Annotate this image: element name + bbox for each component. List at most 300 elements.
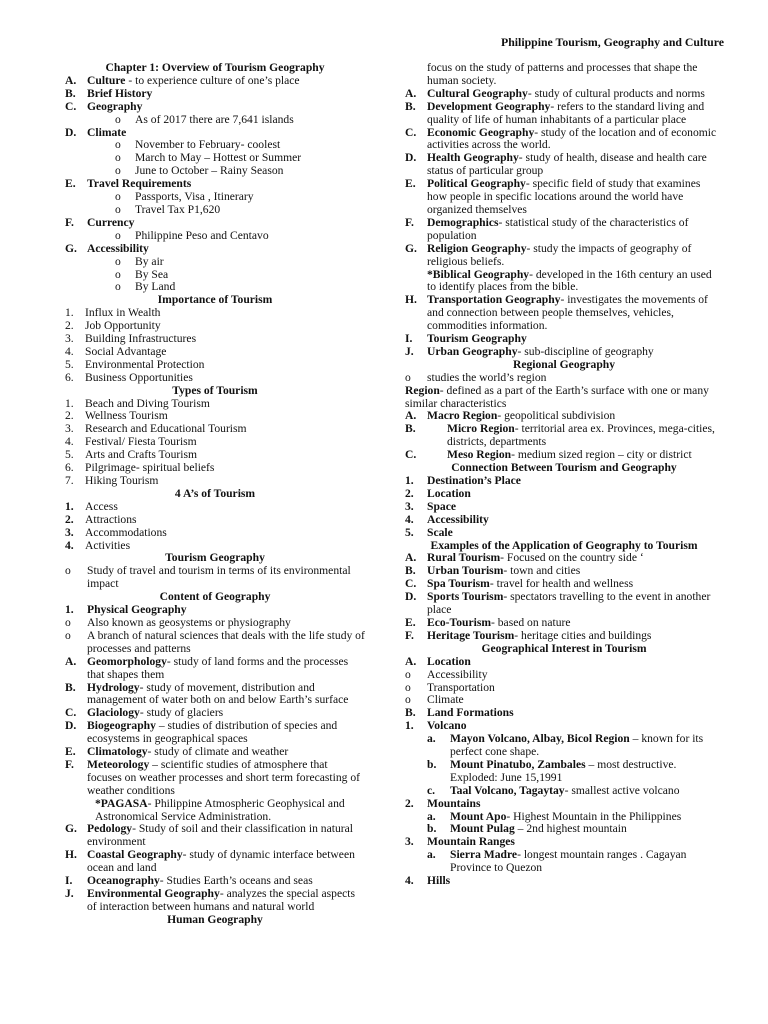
list-item xyxy=(405,294,723,333)
term: Glaciology xyxy=(87,706,140,720)
list-item xyxy=(65,823,365,849)
term: Hydrology xyxy=(87,680,140,694)
definition: - analyzes the special aspects of interaction between humans and natural world xyxy=(87,887,356,913)
right-column xyxy=(405,62,723,888)
list-item xyxy=(405,62,723,88)
list-marker: A. xyxy=(65,654,77,668)
term: Physical Geography xyxy=(87,603,187,617)
list-marker: 2. xyxy=(65,319,74,333)
term: Meteorology xyxy=(87,757,150,771)
term: Cultural Geography xyxy=(427,86,528,100)
definition: Job Opportunity xyxy=(85,319,161,333)
term: Pedology xyxy=(87,822,133,836)
list-marker: o xyxy=(65,628,71,642)
definition: - study of climate and weather xyxy=(147,745,289,759)
list-item-text xyxy=(427,591,723,617)
definition: Wellness Tourism xyxy=(85,409,168,423)
definition: - study of cultural products and norms xyxy=(527,86,705,100)
list-marker: J. xyxy=(405,344,414,358)
term: Volcano xyxy=(427,719,467,733)
section-heading: Chapter 1: Overview of Tourism Geography xyxy=(105,61,325,74)
term: Meso Region xyxy=(447,448,512,462)
list-item xyxy=(405,269,723,295)
list-item-text xyxy=(450,849,723,875)
term: Region xyxy=(405,383,440,397)
list-marker: 1. xyxy=(65,603,74,617)
list-marker: b. xyxy=(427,757,437,771)
list-item-text xyxy=(427,682,723,695)
list-marker: F. xyxy=(405,628,414,642)
list-marker: C. xyxy=(405,125,417,139)
list-marker: B. xyxy=(405,706,416,720)
definition: - study of health, disease and health care status of particular group xyxy=(427,151,707,178)
list-item-text xyxy=(135,114,365,127)
term: Sierra Madre xyxy=(450,848,518,862)
list-marker: B. xyxy=(405,99,416,113)
list-item xyxy=(405,759,723,785)
list-marker: 2. xyxy=(405,486,414,500)
definition: - territorial area ex. Provinces, mega-cities, districts, departments xyxy=(447,422,715,449)
list-item xyxy=(405,178,723,217)
list-marker: 2. xyxy=(65,512,74,526)
definition: March to May – Hottest or Summer xyxy=(135,151,302,165)
section-heading: Human Geography xyxy=(167,912,263,926)
list-marker: A. xyxy=(405,409,417,423)
list-marker: 1. xyxy=(405,474,414,487)
definition: - refers to the standard living and quality of life of human inhabitants of a particular place xyxy=(427,99,705,126)
definition: Hiking Tourism xyxy=(85,474,159,487)
list-item xyxy=(65,720,365,746)
definition: - longest mountain ranges . Cagayan Province to Quezon xyxy=(450,848,687,875)
left-column xyxy=(65,62,365,927)
list-marker: B. xyxy=(405,422,416,436)
list-item xyxy=(65,372,365,385)
term: Spa Tourism xyxy=(427,577,490,591)
list-item xyxy=(405,346,723,359)
definition: - medium sized region – city or district xyxy=(511,448,692,462)
definition: Business Opportunities xyxy=(85,370,193,384)
definition: - investigates the movements of and connection between people themselves, vehicles, commodities information. xyxy=(427,293,708,333)
list-marker: G. xyxy=(405,241,417,255)
list-item-text xyxy=(87,759,365,798)
list-marker: 4. xyxy=(405,512,414,526)
list-item xyxy=(405,385,723,411)
list-marker: o xyxy=(115,112,121,126)
list-marker: D. xyxy=(65,125,77,139)
list-marker: A. xyxy=(65,73,77,87)
list-item-text xyxy=(427,875,723,888)
definition: Pilgrimage- spiritual beliefs xyxy=(85,461,215,475)
definition: Building Infrastructures xyxy=(85,332,197,346)
definition: – studies of distribution of species and ecosystems in geographical spaces xyxy=(87,719,338,746)
list-marker: 6. xyxy=(65,370,74,384)
list-marker: 3. xyxy=(405,835,414,849)
term: Accessibility xyxy=(427,512,489,526)
list-marker: J. xyxy=(65,887,74,900)
list-marker: 3. xyxy=(65,332,74,346)
list-marker: o xyxy=(115,202,121,216)
list-marker: I. xyxy=(65,874,73,888)
term: Geography xyxy=(87,99,143,113)
section-heading: Connection Between Tourism and Geography xyxy=(451,461,677,475)
list-item xyxy=(405,630,723,643)
list-marker: E. xyxy=(405,177,416,191)
list-item-text xyxy=(85,372,365,385)
list-marker: 4. xyxy=(65,344,74,358)
term: Scale xyxy=(427,525,453,539)
list-item-text xyxy=(87,888,365,914)
term: Sports Tourism xyxy=(427,590,504,604)
list-marker: a. xyxy=(427,809,436,823)
definition: Environmental Protection xyxy=(85,357,205,371)
section-heading: Content of Geography xyxy=(159,590,271,604)
definition: Activities xyxy=(85,538,131,552)
definition: Accessibility xyxy=(427,667,488,681)
list-item xyxy=(65,849,365,875)
list-marker: 5. xyxy=(405,525,414,539)
term: Health Geography xyxy=(427,151,519,165)
list-marker: 2. xyxy=(65,409,74,423)
list-item-text xyxy=(427,630,723,643)
list-item xyxy=(405,527,723,540)
list-item-text xyxy=(427,707,723,720)
definition: – 2nd highest mountain xyxy=(514,822,627,836)
list-marker: H. xyxy=(405,293,417,307)
list-marker: C. xyxy=(405,577,417,591)
definition: November to February- coolest xyxy=(135,138,281,152)
term: Currency xyxy=(87,215,135,229)
definition: Social Advantage xyxy=(85,344,167,358)
list-item-text xyxy=(427,514,723,527)
list-item-text xyxy=(427,243,723,269)
list-item-text xyxy=(95,798,365,824)
definition: - to experience culture of one’s place xyxy=(125,73,300,87)
definition: Research and Educational Tourism xyxy=(85,422,247,436)
list-marker: D. xyxy=(405,151,417,165)
term: Taal Volcano, Tagaytay xyxy=(450,783,565,797)
definition: Beach and Diving Tourism xyxy=(85,396,210,410)
list-item-text xyxy=(87,243,365,256)
page-header-title: Philippine Tourism, Geography and Culture xyxy=(501,35,724,49)
list-item-text xyxy=(87,720,365,746)
term: Religion Geography xyxy=(427,241,527,255)
term: Environmental Geography xyxy=(87,887,220,900)
list-item xyxy=(65,630,365,656)
list-marker: o xyxy=(65,615,71,629)
definition: - geopolitical subdivision xyxy=(497,409,616,423)
section-heading: Regional Geography xyxy=(512,357,616,371)
definition: By air xyxy=(135,254,164,268)
list-item xyxy=(405,243,723,269)
list-marker: a. xyxy=(427,732,436,746)
term: Development Geography xyxy=(427,99,551,113)
list-marker: I. xyxy=(405,332,413,346)
list-item xyxy=(65,656,365,682)
list-item xyxy=(405,849,723,875)
list-item xyxy=(405,152,723,178)
list-marker: 4. xyxy=(65,435,74,449)
definition: - town and cities xyxy=(503,564,581,578)
definition: - travel for health and wellness xyxy=(489,577,634,591)
section-heading: Examples of the Application of Geography to Tourism xyxy=(430,538,698,552)
definition: Arts and Crafts Tourism xyxy=(85,448,198,462)
definition: - study of glaciers xyxy=(139,706,224,720)
list-marker: 6. xyxy=(65,461,74,475)
definition: As of 2017 there are 7,641 islands xyxy=(135,112,294,126)
list-item xyxy=(65,682,365,708)
term: Location xyxy=(427,654,471,668)
list-marker: E. xyxy=(65,177,76,191)
list-marker: 7. xyxy=(65,474,74,487)
list-item xyxy=(65,888,365,914)
list-marker: A. xyxy=(405,551,417,565)
definition: Accommodations xyxy=(85,525,167,539)
list-item xyxy=(65,565,365,591)
definition: - study of movement, distribution and management of water both on and below Earth’s surface xyxy=(87,680,349,707)
list-item-text xyxy=(135,256,365,269)
list-marker: 3. xyxy=(65,422,74,436)
term: Tourism Geography xyxy=(427,332,527,346)
list-marker: 5. xyxy=(65,357,74,371)
term: Mount Pulag xyxy=(450,822,515,836)
list-marker: o xyxy=(115,280,121,294)
definition: - defined as a part of the Earth’s surface with one or many similar characteristics xyxy=(405,383,709,410)
term: Heritage Tourism xyxy=(427,628,515,642)
list-item-text xyxy=(85,475,365,488)
list-marker: A. xyxy=(405,86,417,100)
list-item-text xyxy=(450,759,723,785)
list-marker: o xyxy=(115,164,121,178)
term: Brief History xyxy=(87,86,153,100)
definition: – most destructive. Exploded: June 15,1991 xyxy=(450,757,677,784)
list-item-text xyxy=(427,488,723,501)
list-item-text xyxy=(427,178,723,217)
term: Urban Geography xyxy=(427,344,518,358)
term: Destination’s Place xyxy=(427,474,521,487)
list-item-text xyxy=(427,269,723,295)
term: *Biblical Geography xyxy=(427,267,530,281)
list-marker: o xyxy=(405,680,411,694)
definition: - developed in the 16th century an used to identify places from the bible. xyxy=(427,267,712,294)
definition: Climate xyxy=(427,693,464,707)
term: Location xyxy=(427,486,471,500)
section-heading: Geographical Interest in Tourism xyxy=(481,641,647,655)
term: Mount Apo xyxy=(450,809,507,823)
list-marker: B. xyxy=(65,680,76,694)
definition: - statistical study of the characteristics of population xyxy=(427,215,689,242)
list-marker: 5. xyxy=(65,448,74,462)
term: Hills xyxy=(427,874,451,888)
list-item-text xyxy=(87,823,365,849)
definition: By Land xyxy=(135,280,176,294)
section-heading: Tourism Geography xyxy=(165,551,265,565)
list-item-text xyxy=(87,849,365,875)
list-marker: a. xyxy=(427,848,436,862)
list-marker: A. xyxy=(405,654,417,668)
list-item xyxy=(65,269,365,282)
section-heading: Importance of Tourism xyxy=(157,293,273,307)
list-marker: G. xyxy=(65,822,77,836)
list-item xyxy=(65,798,365,824)
definition: - smallest active volcano xyxy=(564,783,680,797)
term: Accessibility xyxy=(87,241,149,255)
term: Transportation Geography xyxy=(427,293,561,307)
term: Mount Pinatubo, Zambales xyxy=(450,757,586,771)
term: Economic Geography xyxy=(427,125,535,139)
term: Macro Region xyxy=(427,409,498,423)
definition: - Study of soil and their classification in natural environment xyxy=(87,822,353,849)
list-marker: 4. xyxy=(405,874,414,888)
list-marker: C. xyxy=(405,448,417,462)
list-marker: c. xyxy=(427,783,436,797)
list-item-text xyxy=(450,733,723,759)
term: Coastal Geography xyxy=(87,848,183,862)
list-marker: o xyxy=(65,564,71,578)
list-item-text xyxy=(405,385,723,411)
term: *PAGASA xyxy=(95,796,148,810)
term: Travel Requirements xyxy=(87,177,192,191)
definition: – known for its perfect cone shape. xyxy=(450,732,704,759)
definition: Attractions xyxy=(85,512,137,526)
list-marker: F. xyxy=(65,757,74,771)
list-item xyxy=(405,875,723,888)
term: Eco-Tourism xyxy=(427,615,491,629)
definition: - study of dynamic interface between ocean and land xyxy=(87,848,355,875)
definition: Festival/ Fiesta Tourism xyxy=(85,435,197,449)
definition: Passports, Visa , Itinerary xyxy=(135,190,254,204)
list-item-text xyxy=(87,630,365,656)
definition: - based on nature xyxy=(491,615,571,629)
definition: - study the impacts of geography of religious beliefs. xyxy=(427,241,692,268)
term: Mountain Ranges xyxy=(427,835,515,849)
list-item xyxy=(405,217,723,243)
definition: Study of travel and tourism in terms of its environmental impact xyxy=(87,564,351,591)
list-marker: 3. xyxy=(405,499,414,513)
list-marker: H. xyxy=(65,848,77,862)
definition: Travel Tax P1,620 xyxy=(135,202,221,216)
definition: - spectators travelling to the event in another place xyxy=(427,590,711,617)
list-item-text xyxy=(427,346,723,359)
list-item-text xyxy=(427,152,723,178)
list-item xyxy=(405,733,723,759)
definition: June to October – Rainy Season xyxy=(135,164,284,178)
list-item-text xyxy=(87,656,365,682)
list-marker: o xyxy=(115,228,121,242)
list-marker: F. xyxy=(65,215,74,229)
list-marker: B. xyxy=(65,86,76,100)
list-marker: D. xyxy=(65,719,77,733)
definition: - Philippine Atmospheric Geophysical and Astronomical Service Administration. xyxy=(95,796,345,823)
list-marker: o xyxy=(115,138,121,152)
term: Geomorphology xyxy=(87,654,167,668)
list-item-text xyxy=(135,230,365,243)
list-marker: o xyxy=(115,151,121,165)
list-item xyxy=(405,127,723,153)
list-marker: 1. xyxy=(405,719,414,733)
list-item xyxy=(65,243,365,256)
definition: A branch of natural sciences that deals with the life study of processes and patterns xyxy=(87,628,365,655)
list-marker: F. xyxy=(405,215,414,229)
list-marker: o xyxy=(405,667,411,681)
term: Biogeography xyxy=(87,719,156,733)
definition: Influx in Wealth xyxy=(85,306,161,320)
term: Space xyxy=(427,499,456,513)
list-item-text xyxy=(427,475,723,488)
term: Rural Tourism xyxy=(427,551,501,565)
definition: Philippine Peso and Centavo xyxy=(135,228,269,242)
definition: - sub-discipline of geography xyxy=(517,344,654,358)
list-marker: C. xyxy=(65,99,77,113)
list-marker: 1. xyxy=(65,306,74,320)
definition: By Sea xyxy=(135,267,169,281)
definition: studies the world’s region xyxy=(427,370,547,384)
definition: - specific field of study that examines how people in specific locations around the world have organized themselves xyxy=(427,177,701,216)
term: Demographics xyxy=(427,215,499,229)
list-item-text xyxy=(447,423,723,449)
list-marker: E. xyxy=(65,745,76,759)
term: Culture xyxy=(87,73,126,87)
term: Oceanography xyxy=(87,874,160,888)
list-marker: 2. xyxy=(405,796,414,810)
list-item xyxy=(405,591,723,617)
definition: - Focused on the country side ‘ xyxy=(500,551,644,565)
list-item xyxy=(405,101,723,127)
list-item xyxy=(65,759,365,798)
list-item-text xyxy=(427,62,723,88)
list-item xyxy=(65,475,365,488)
term: Climatology xyxy=(87,745,148,759)
term: Mayon Volcano, Albay, Bicol Region xyxy=(450,732,630,746)
list-item-text xyxy=(427,127,723,153)
list-item-text xyxy=(427,101,723,127)
list-marker: D. xyxy=(405,590,417,604)
list-item-text xyxy=(450,785,723,798)
term: Urban Tourism xyxy=(427,564,504,578)
list-item-text xyxy=(427,294,723,333)
term: Micro Region xyxy=(447,422,515,436)
list-item-text xyxy=(87,565,365,591)
list-marker: o xyxy=(405,370,411,384)
definition: Transportation xyxy=(427,680,495,694)
list-item-text xyxy=(427,217,723,243)
term: Mountains xyxy=(427,796,481,810)
list-marker: G. xyxy=(65,241,77,255)
definition: - Highest Mountain in the Philippines xyxy=(506,809,682,823)
definition: – scientific studies of atmosphere that focuses on weather processes and short term forecasting of weather conditions xyxy=(87,757,361,797)
definition: - study of the location and of economic activities across the world. xyxy=(427,125,717,152)
list-item xyxy=(65,256,365,269)
list-marker: o xyxy=(115,254,121,268)
term: Land Formations xyxy=(427,706,514,720)
list-marker: C. xyxy=(65,706,77,720)
list-marker: b. xyxy=(427,822,437,836)
definition: - Studies Earth’s oceans and seas xyxy=(159,874,313,888)
list-item-text xyxy=(427,527,723,540)
list-marker: o xyxy=(405,693,411,707)
list-item-text xyxy=(87,682,365,708)
term: Political Geography xyxy=(427,177,526,191)
list-item xyxy=(405,423,723,449)
list-marker: 1. xyxy=(65,499,74,513)
list-marker: o xyxy=(115,267,121,281)
definition: Access xyxy=(85,499,118,513)
list-marker: E. xyxy=(405,615,416,629)
definition: focus on the study of patterns and processes that shape the human society. xyxy=(427,61,698,87)
term: Climate xyxy=(87,125,127,139)
list-marker: 4. xyxy=(65,538,74,552)
section-heading: 4 A’s of Tourism xyxy=(174,486,256,500)
definition: Also known as geosystems or physiography xyxy=(87,615,291,629)
